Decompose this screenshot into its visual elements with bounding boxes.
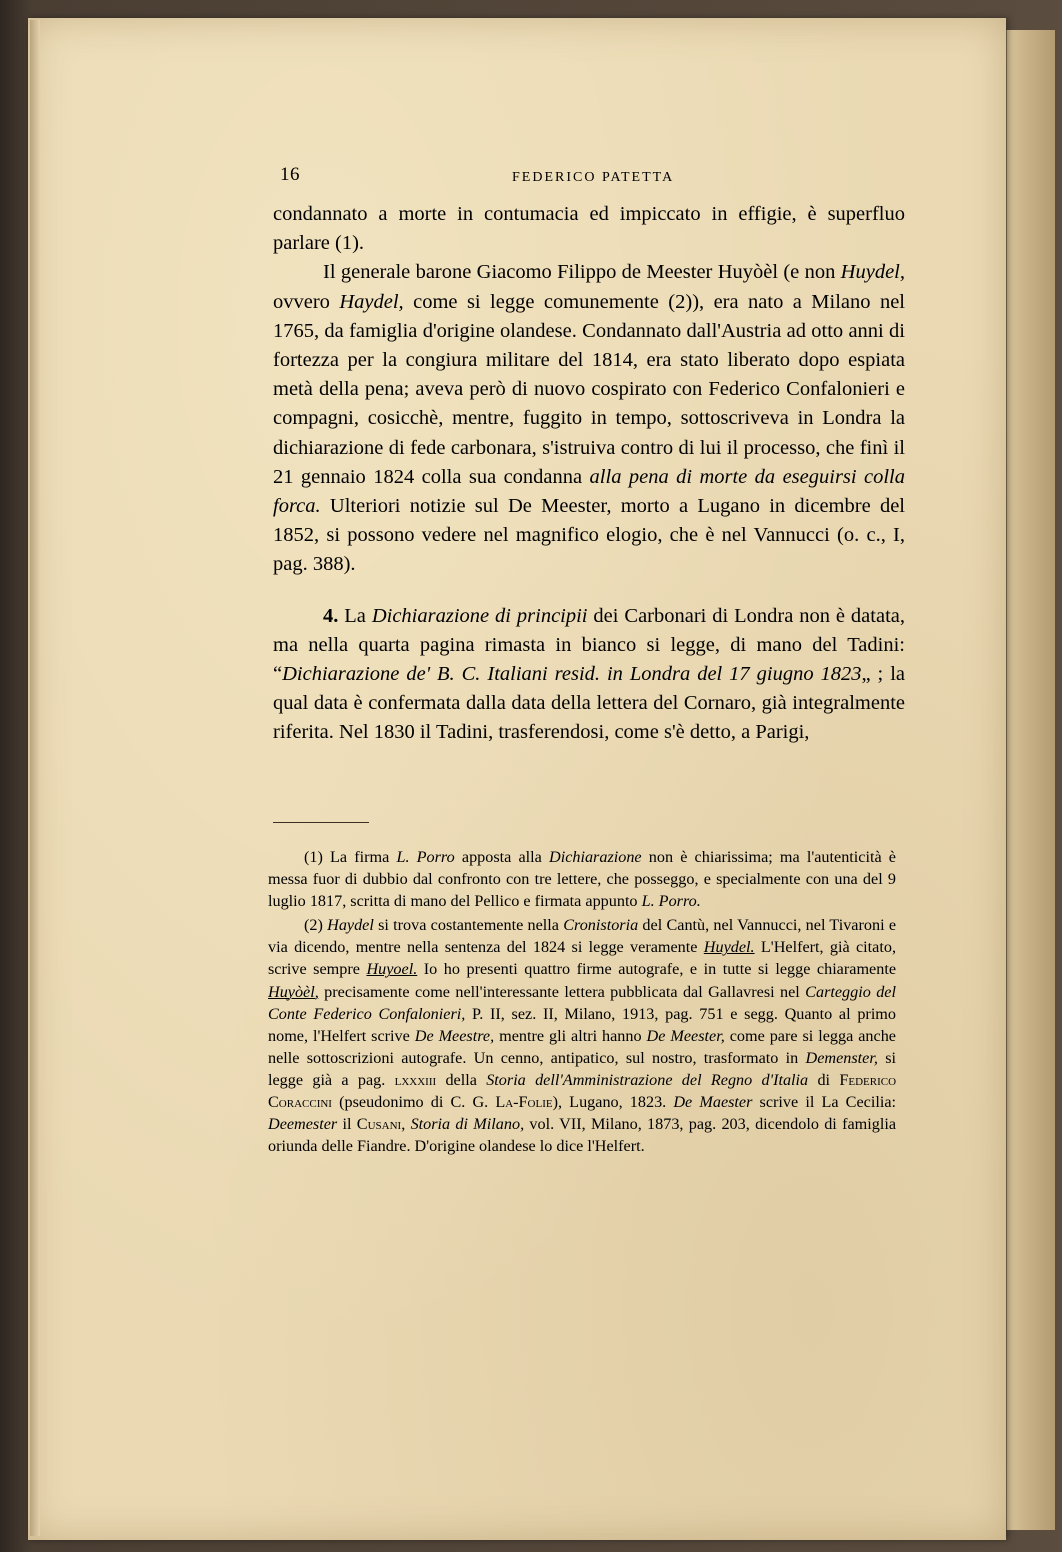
underlined-run: Huydel. — [703, 938, 755, 957]
smallcaps-run: Federico Coraccini — [268, 1070, 897, 1112]
italic-run: Haydel, — [339, 290, 404, 313]
text-run: vol. VII, Milano, 1873, pag. 203, dicendolo di famiglia oriunda delle Fiandre. D'origine olandese lo dice l'Helfert. — [268, 1115, 897, 1156]
footnote-separator — [273, 822, 369, 823]
section-number: 4. — [323, 604, 339, 627]
italic-run: Cronistoria — [563, 916, 639, 935]
text-run: ), Lugano, 1823. — [552, 1093, 674, 1112]
paragraph-1 — [273, 200, 905, 258]
text-run: (2) — [304, 916, 328, 935]
underlined-run: Huyoel. — [366, 960, 418, 979]
text-run: La — [338, 604, 372, 627]
text-run: apposta alla — [454, 848, 549, 866]
text-run: si legge già a pag. — [268, 1048, 896, 1089]
text-run: il — [337, 1115, 357, 1134]
binding-edge — [30, 20, 40, 1536]
page-number: 16 — [280, 164, 300, 185]
running-head: FEDERICO PATETTA — [512, 170, 675, 185]
text-run: P. II, sez. II, Milano, 1913, pag. 751 e segg. Quanto al primo nome, l'Helfert scrive — [268, 1004, 896, 1045]
next-page-edge — [1006, 30, 1055, 1530]
text-run: non è chiarissima; ma l'autenticità è messa fuor di dubbio dal confronto con tre lettere, che posseggo, e specialmente con una del 9 luglio 1817, scritta di mano del Pellico e firmata appunto — [268, 848, 896, 911]
text-run: della — [436, 1070, 487, 1089]
italic-run: Dichiarazione — [549, 848, 642, 866]
italic-run: alla pena di morte da eseguirsi colla forca. — [273, 465, 906, 518]
paragraph-2 — [273, 258, 905, 579]
italic-run: Carteggio del Conte Federico Confalonieri, — [268, 982, 896, 1023]
text-run: dei Carbonari di Londra non è datata, ma nella quarta pagina rimasta in bianco si legge, di mano del Tadini: “ — [273, 604, 905, 686]
footnote-1 — [268, 846, 896, 912]
text-run: si trova costantemente nella — [373, 916, 564, 935]
text-run: condannato a morte in contumacia ed impiccato in effigie, è superfluo parlare (1). — [273, 203, 905, 255]
text-run: Io ho presenti quattro firme autografe, e in tutte si legge chiaramente — [417, 960, 896, 979]
footnotes — [268, 846, 896, 1157]
italic-run: De Meestre, — [414, 1026, 495, 1045]
text-run: L'Helfert, già citato, scrive sempre — [268, 938, 896, 979]
text-run: Ulteriori notizie sul De Meester, morto a Lugano in dicembre del 1852, si possono vedere nel magnifico elogio, che è nel Vannucci (o. c., I, pag. 388). — [273, 495, 905, 576]
italic-run: L. Porro. — [641, 892, 701, 911]
italic-run: De Maester — [673, 1093, 753, 1112]
smallcaps-run: Cusani — [356, 1115, 402, 1134]
italic-run: Dichiarazione de' B. C. Italiani resid. in Londra del 17 giugno 1823 — [282, 663, 862, 686]
italic-run: Deemester — [268, 1115, 338, 1134]
smallcaps-run: La-Folie — [495, 1093, 553, 1112]
text-run: Il generale barone Giacomo Filippo de Meester Huyòèl (e non — [323, 261, 841, 284]
footnote-2 — [268, 914, 896, 1157]
italic-run: Demenster, — [805, 1048, 878, 1067]
italic-run: L. Porro — [396, 848, 455, 866]
paragraph-3 — [273, 602, 905, 748]
smallcaps-run: lxxxiii — [394, 1070, 437, 1089]
italic-run: Dichiarazione di principii — [371, 604, 588, 627]
text-run: come si legge comunemente (2)), era nato a Milano nel 1765, da famiglia d'origine olandese. Condannato dall'Austria ad otto anni di fortezza per la congiura militare del 1814, era stato liberato dopo espiata metà della pena; aveva però di nuovo cospirato con Federico Confalonieri e compagni, cosicchè, mentre, fuggito in tempo, sottoscriveva in Londra la dichiarazione di fede carbonara, s'istruiva contro di lui il processo, che finì il 21 gennaio 1824 colla sua condanna — [273, 290, 905, 488]
underlined-run: Huyòèl, — [268, 982, 319, 1001]
italic-run: Storia dell'Amministrazione del Regno d'Italia — [486, 1070, 809, 1089]
text-run: come pare si legga anche nelle sottoscrizioni autografe. Un cenno, antipatico, sul nostro, trasformato in — [268, 1026, 896, 1067]
text-run: del Cantù, nel Vannucci, nel Tivaroni e via dicendo, mentre nella sentenza del 1824 si legge veramente — [268, 916, 896, 957]
text-run: mentre gli altri hanno — [494, 1026, 647, 1045]
italic-run: Huydel, — [840, 261, 905, 284]
text-run: precisamente come nell'interessante lettera pubblicata dal Gallavresi nel — [318, 982, 806, 1001]
text-run: ovvero — [273, 290, 340, 313]
text-run: di — [808, 1070, 840, 1089]
italic-run: De Meester, — [646, 1026, 725, 1045]
italic-run: Haydel — [327, 916, 374, 935]
text-run: , — [401, 1115, 411, 1134]
page-header — [250, 158, 910, 198]
italic-run: Storia di Milano, — [410, 1115, 525, 1134]
body-text — [273, 200, 905, 748]
text-run: „ ; la qual data è confermata dalla data della lettera del Cornaro, già integralmente riferita. Nel 1830 il Tadini, trasferendosi, come s'è detto, a Parigi, — [273, 663, 905, 744]
text-run: scrive il La Cecilia: — [752, 1093, 897, 1112]
text-run: (1) La firma — [304, 848, 397, 866]
text-run: (pseudonimo di C. G. — [331, 1093, 496, 1112]
